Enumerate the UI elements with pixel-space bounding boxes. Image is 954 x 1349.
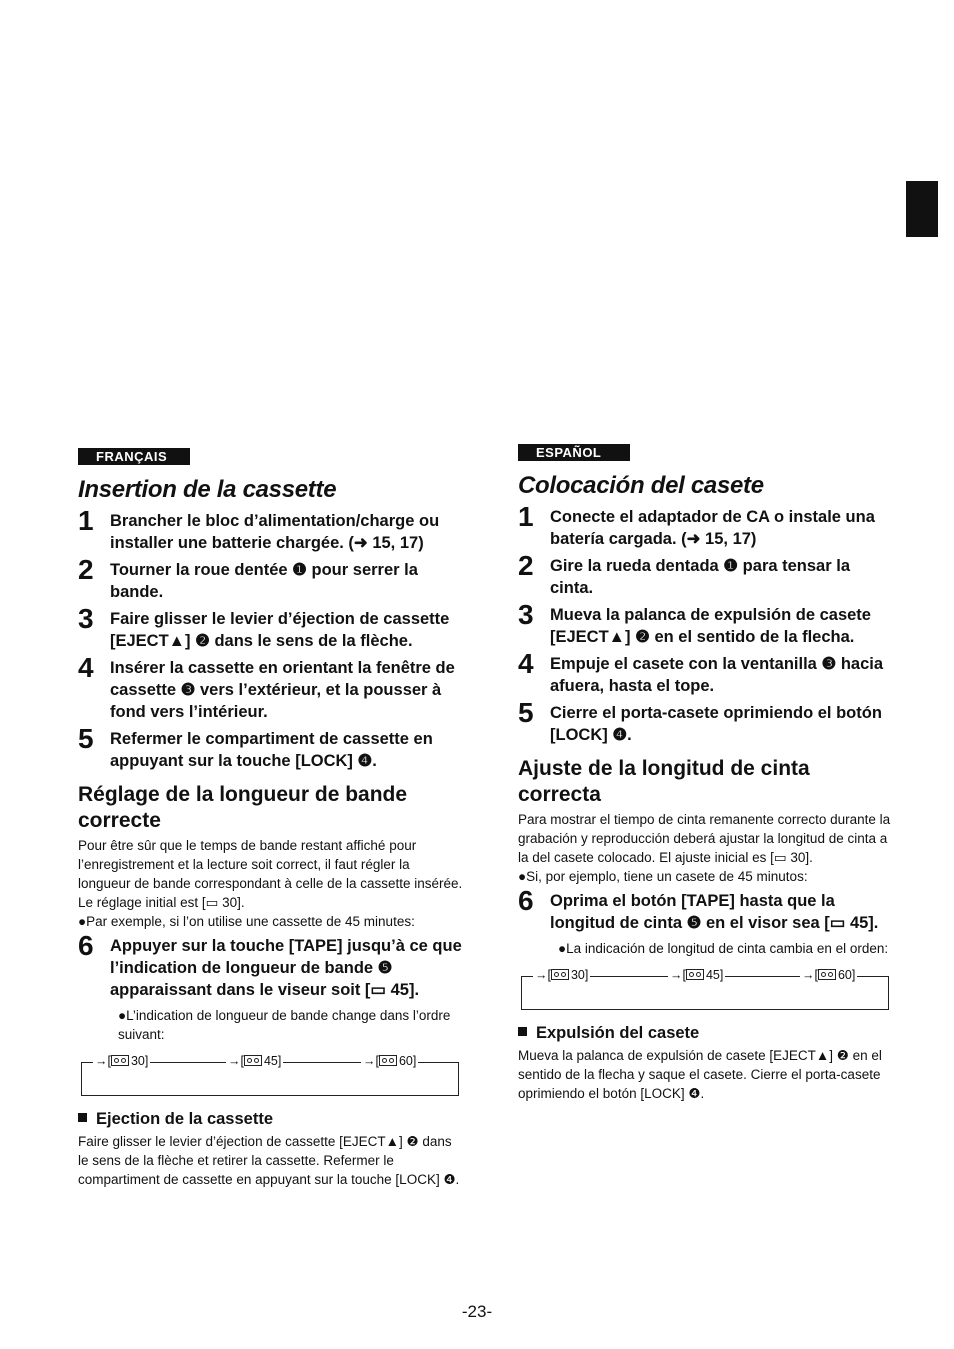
- tape-icon: [379, 1055, 397, 1066]
- sequence-item: →[ 60]: [363, 1054, 417, 1068]
- step-text: Oprima el botón [TAPE] hasta que la longitud de cinta ❺ en el visor sea [▭ 45].: [550, 892, 879, 932]
- section-title-fr: Insertion de la cassette: [78, 476, 337, 503]
- step-number: 5: [518, 697, 534, 728]
- step-fr-1: [78, 505, 463, 554]
- step-es-4: [518, 648, 893, 697]
- step-text: Cierre el porta-casete oprimiendo el botón [LOCK] ❹.: [550, 704, 882, 744]
- language-badge-fr: FRANÇAIS: [78, 448, 190, 465]
- step-text: Appuyer sur la touche [TAPE] jusqu’à ce que l’indication de longueur de bande ❺ apparaissant dans le viseur soit [▭ 45].: [110, 937, 462, 999]
- language-badge-es: ESPAÑOL: [518, 444, 630, 461]
- step-es-1: [518, 501, 893, 550]
- step-fr-4: [78, 652, 463, 723]
- step-text: Insérer la cassette en orientant la fenêtre de cassette ❸ vers l’extérieur, et la pousser à fond vers l’intérieur.: [110, 659, 455, 721]
- step-number: 5: [78, 723, 94, 754]
- note-es: ●La indicación de longitud de cinta cambia en el orden:: [558, 941, 889, 956]
- step-fr-6: [78, 930, 463, 1001]
- section-title-es: Colocación del casete: [518, 472, 764, 499]
- step-text: Brancher le bloc d’alimentation/charge ou installer une batterie chargée. (➜ 15, 17): [110, 512, 440, 552]
- step-fr-3: [78, 603, 463, 652]
- step-es-5: [518, 697, 893, 746]
- step-number: 6: [78, 930, 94, 961]
- tape-length-sequence-fr: [78, 1054, 463, 1096]
- step-number: 4: [518, 648, 534, 679]
- step-number: 2: [518, 550, 534, 581]
- step-number: 1: [78, 505, 94, 536]
- note-fr: ●L’indication de longueur de bande change dans l’ordre suivant:: [118, 1008, 451, 1042]
- tape-length-sequence-es: [518, 968, 893, 1010]
- sequence-item: →[ 45]: [228, 1054, 282, 1068]
- step-text: Tourner la roue dentée ❶ pour serrer la bande.: [110, 561, 418, 601]
- tape-icon: [111, 1055, 129, 1066]
- page-number: -23-: [461, 1302, 493, 1321]
- paragraph-fr: Pour être sûr que le temps de bande restant affiché pour l’enregistrement et la lecture soit correct, il faut régler la longueur de bande correspondant à celle de la cassette insérée. Le réglage initial est [▭ 30].: [78, 838, 463, 910]
- french-column: [78, 448, 463, 1189]
- step-text: Empuje el casete con la ventanilla ❸ hacia afuera, hasta el tope.: [550, 655, 884, 695]
- step-number: 3: [518, 599, 534, 630]
- step-number: 1: [518, 501, 534, 532]
- tape-icon: [244, 1055, 262, 1066]
- step-text: Mueva la palanca de expulsión de casete [EJECT▲] ❷ en el sentido de la flecha.: [550, 606, 871, 646]
- step-fr-5: [78, 723, 463, 772]
- step-es-3: [518, 599, 893, 648]
- bullet-es: ●Si, por ejemplo, tiene un casete de 45 minutos:: [518, 869, 808, 884]
- square-bullet-icon: [518, 1027, 527, 1036]
- tape-icon: [818, 969, 836, 980]
- step-es-6: [518, 885, 893, 934]
- sequence-item: →[ 30]: [95, 1054, 149, 1068]
- step-text: Gire la rueda dentada ❶ para tensar la cinta.: [550, 557, 850, 597]
- paragraph-es: Para mostrar el tiempo de cinta remanente correcto durante la grabación y reproducción deberá ajustar la longitud de cinta a la del casete colocado. El ajuste inicial es [▭ 30].: [518, 812, 891, 865]
- subsection-title-fr: Réglage de la longueur de bande correcte: [78, 783, 408, 832]
- step-es-2: [518, 550, 893, 599]
- step-text: Faire glisser le levier d’éjection de cassette [EJECT▲] ❷ dans le sens de la flèche.: [110, 610, 450, 650]
- step-number: 2: [78, 554, 94, 585]
- eject-text-es: Mueva la palanca de expulsión de casete [EJECT▲] ❷ en el sentido de la flecha y saque el casete. Cierre el porta-casete oprimiendo el botón [LOCK] ❹.: [518, 1048, 882, 1101]
- bullet-fr: ●Par exemple, si l’on utilise une cassette de 45 minutes:: [78, 914, 415, 929]
- subsection-title-es: Ajuste de la longitud de cinta correcta: [518, 757, 810, 806]
- page-edge-tab: [906, 181, 938, 237]
- square-bullet-icon: [78, 1113, 87, 1122]
- sequence-item: →[ 60]: [802, 968, 856, 982]
- step-number: 3: [78, 603, 94, 634]
- step-fr-2: [78, 554, 463, 603]
- step-text: Refermer le compartiment de cassette en appuyant sur la touche [LOCK] ❹.: [110, 730, 433, 770]
- step-number: 6: [518, 885, 534, 916]
- eject-heading-fr: Ejection de la cassette: [78, 1110, 463, 1129]
- sequence-item: →[ 45]: [670, 968, 724, 982]
- tape-icon: [551, 969, 569, 980]
- eject-text-fr: Faire glisser le levier d’éjection de cassette [EJECT▲] ❷ dans le sens de la flèche et retirer la cassette. Refermer le compartiment de cassette en appuyant sur la touche [LOCK] ❹.: [78, 1134, 460, 1187]
- step-number: 4: [78, 652, 94, 683]
- tape-icon: [686, 969, 704, 980]
- eject-heading-es: Expulsión del casete: [518, 1024, 893, 1043]
- step-text: Conecte el adaptador de CA o instale una batería cargada. (➜ 15, 17): [550, 508, 875, 548]
- sequence-item: →[ 30]: [535, 968, 589, 982]
- spanish-column: [518, 444, 893, 1103]
